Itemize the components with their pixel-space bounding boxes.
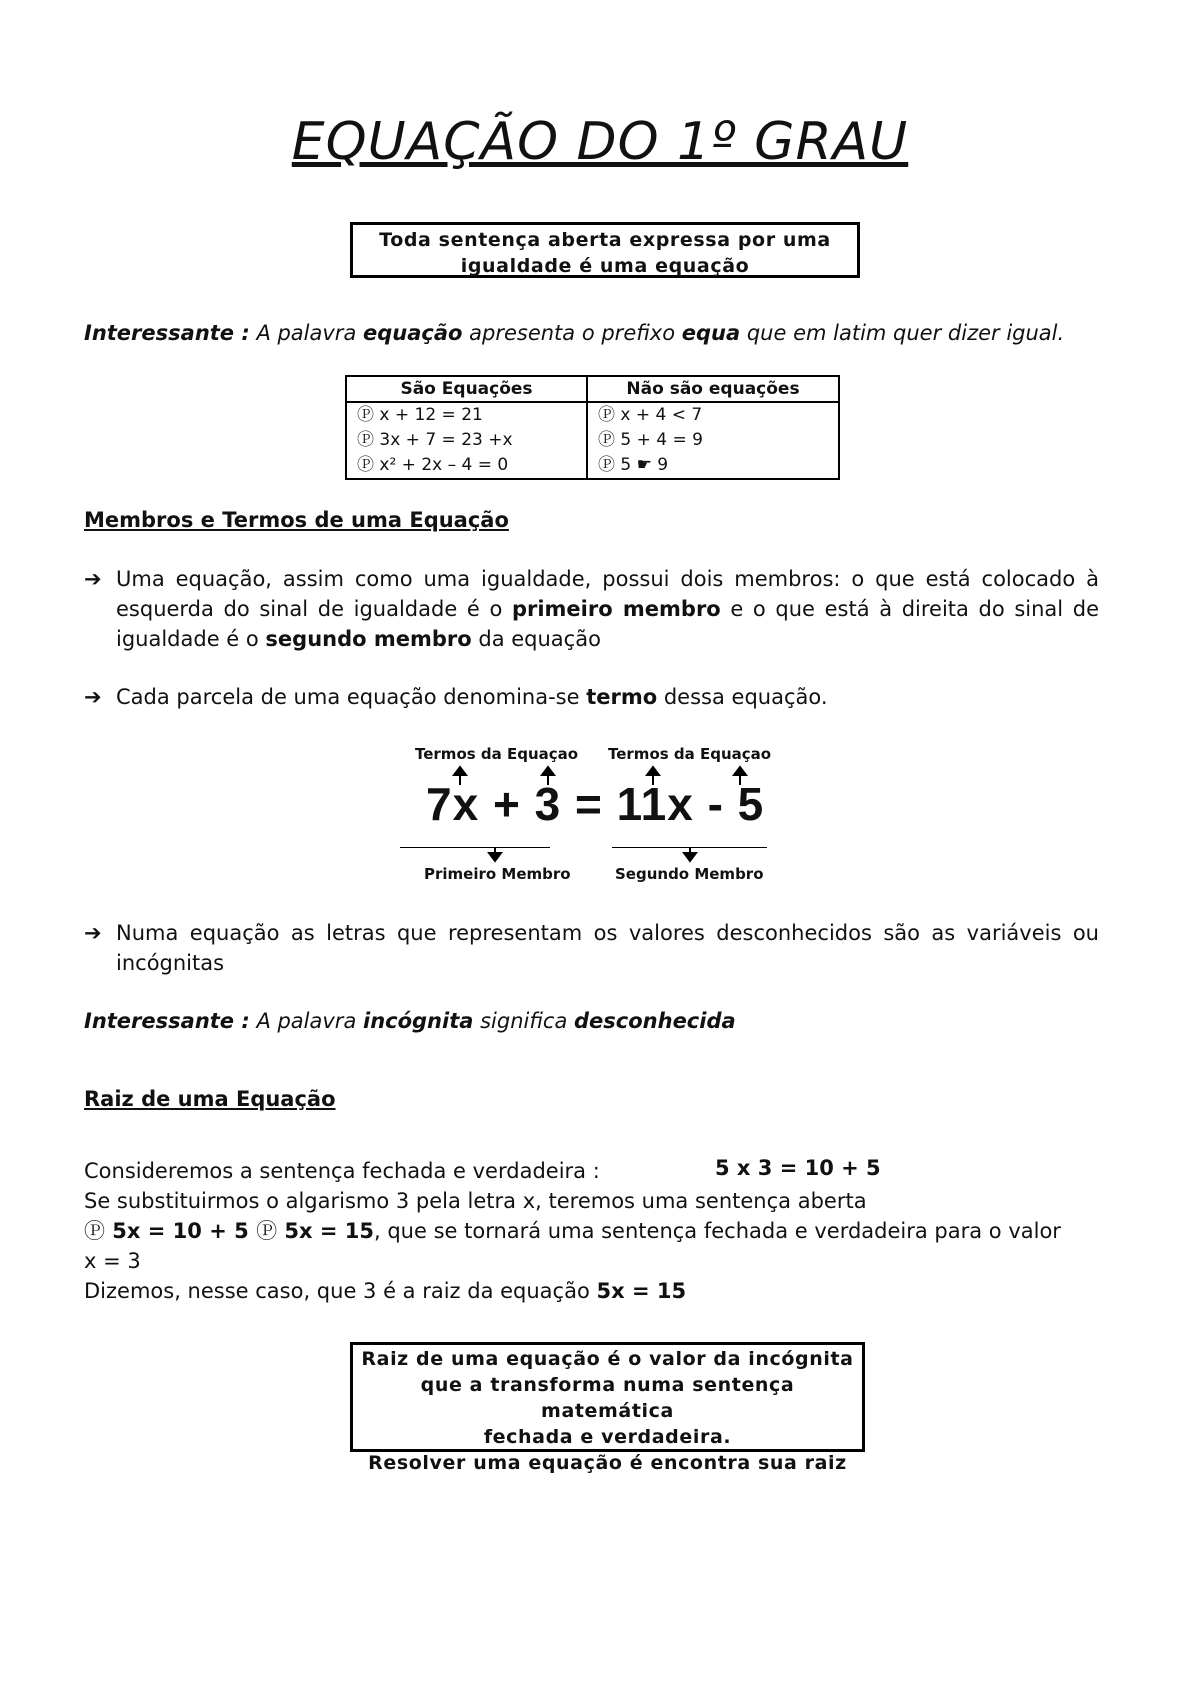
list-item: Ⓟ x + 4 < 7 (598, 405, 703, 425)
table-header-sao: São Equações (346, 376, 587, 402)
interessante-note-2: Interessante : A palavra incógnita significa desconhecida (84, 1009, 736, 1033)
raiz-box-line-4: Resolver uma equação é encontra sua raiz (368, 1452, 847, 1474)
arrow-icon: ➔ (84, 685, 102, 709)
table-col-non-equations (587, 402, 839, 479)
raiz-box-line-1: Raiz de uma equação é o valor da incógnita (361, 1348, 854, 1370)
list-item: Ⓟ x + 12 = 21 (357, 405, 483, 425)
page-title: EQUAÇÃO DO 1º GRAU (291, 112, 909, 172)
equations-table (345, 375, 840, 480)
raiz-line-1-value: 5 x 3 = 10 + 5 (715, 1156, 881, 1180)
figure-label-terms-right: Termos da Equaçao (608, 745, 772, 763)
section-heading-raiz: Raiz de uma Equação (84, 1087, 336, 1111)
list-item: Ⓟ 5 ☛ 9 (598, 455, 669, 475)
list-item: Ⓟ 5 + 4 = 9 (598, 430, 703, 450)
section-heading-membros: Membros e Termos de uma Equação (84, 508, 509, 532)
figure-label-primeiro-membro: Primeiro Membro (424, 865, 571, 883)
raiz-line-4: x = 3 (84, 1249, 141, 1273)
bullet-membros: ➔ Uma equação, assim como uma igualdade, possui dois membros: o que está colocado à esquerda do sinal de igualdade é o primeiro membro e o que está à direita do sinal de igualdade é o segundo membro da equação (84, 564, 1099, 654)
raiz-line-3: Ⓟ 5x = 10 + 5 Ⓟ 5x = 15, que se tornará uma sentença fechada e verdadeira para o valor (84, 1219, 1061, 1243)
raiz-box-line-3: fechada e verdadeira. (483, 1426, 732, 1448)
raiz-definition-box (350, 1342, 865, 1474)
interessante-note-1: Interessante : A palavra equação apresenta o prefixo equa que em latim quer dizer igual. (84, 321, 1065, 345)
raiz-line-2: Se substituirmos o algarismo 3 pela letra x, teremos uma sentença aberta (84, 1189, 867, 1213)
bullet-termo: ➔ Cada parcela de uma equação denomina-se termo dessa equação. (84, 682, 1099, 712)
raiz-box-line-2: que a transforma numa sentença matemática (420, 1374, 795, 1422)
interessante-label: Interessante : (84, 321, 250, 345)
raiz-line-1: Consideremos a sentença fechada e verdadeira : (84, 1159, 600, 1183)
figure-label-terms-left: Termos da Equaçao (415, 745, 579, 763)
arrow-icon: ➔ (84, 567, 102, 591)
bullet-incognitas: ➔ Numa equação as letras que representam os valores desconhecidos são as variáveis ou incógnitas (84, 918, 1099, 978)
raiz-line-5: Dizemos, nesse caso, que 3 é a raiz da equação 5x = 15 (84, 1279, 687, 1303)
equation-figure (400, 735, 785, 890)
table-col-equations (346, 402, 587, 479)
list-item: Ⓟ x² + 2x – 4 = 0 (357, 455, 509, 475)
arrow-icon: ➔ (84, 921, 102, 945)
figure-label-segundo-membro: Segundo Membro (615, 865, 764, 883)
table-header-nao: Não são equações (587, 376, 839, 402)
definition-box (350, 222, 860, 278)
list-item: Ⓟ 3x + 7 = 23 +x (357, 430, 513, 450)
divider-left (400, 847, 550, 848)
equation-display: 7x + 3 = 11x - 5 (426, 778, 765, 830)
definition-line-1: Toda sentença aberta expressa por uma (379, 229, 831, 251)
definition-line-2: igualdade é uma equação (460, 255, 750, 277)
interessante-label: Interessante : (84, 1009, 250, 1033)
divider-right (612, 847, 767, 848)
